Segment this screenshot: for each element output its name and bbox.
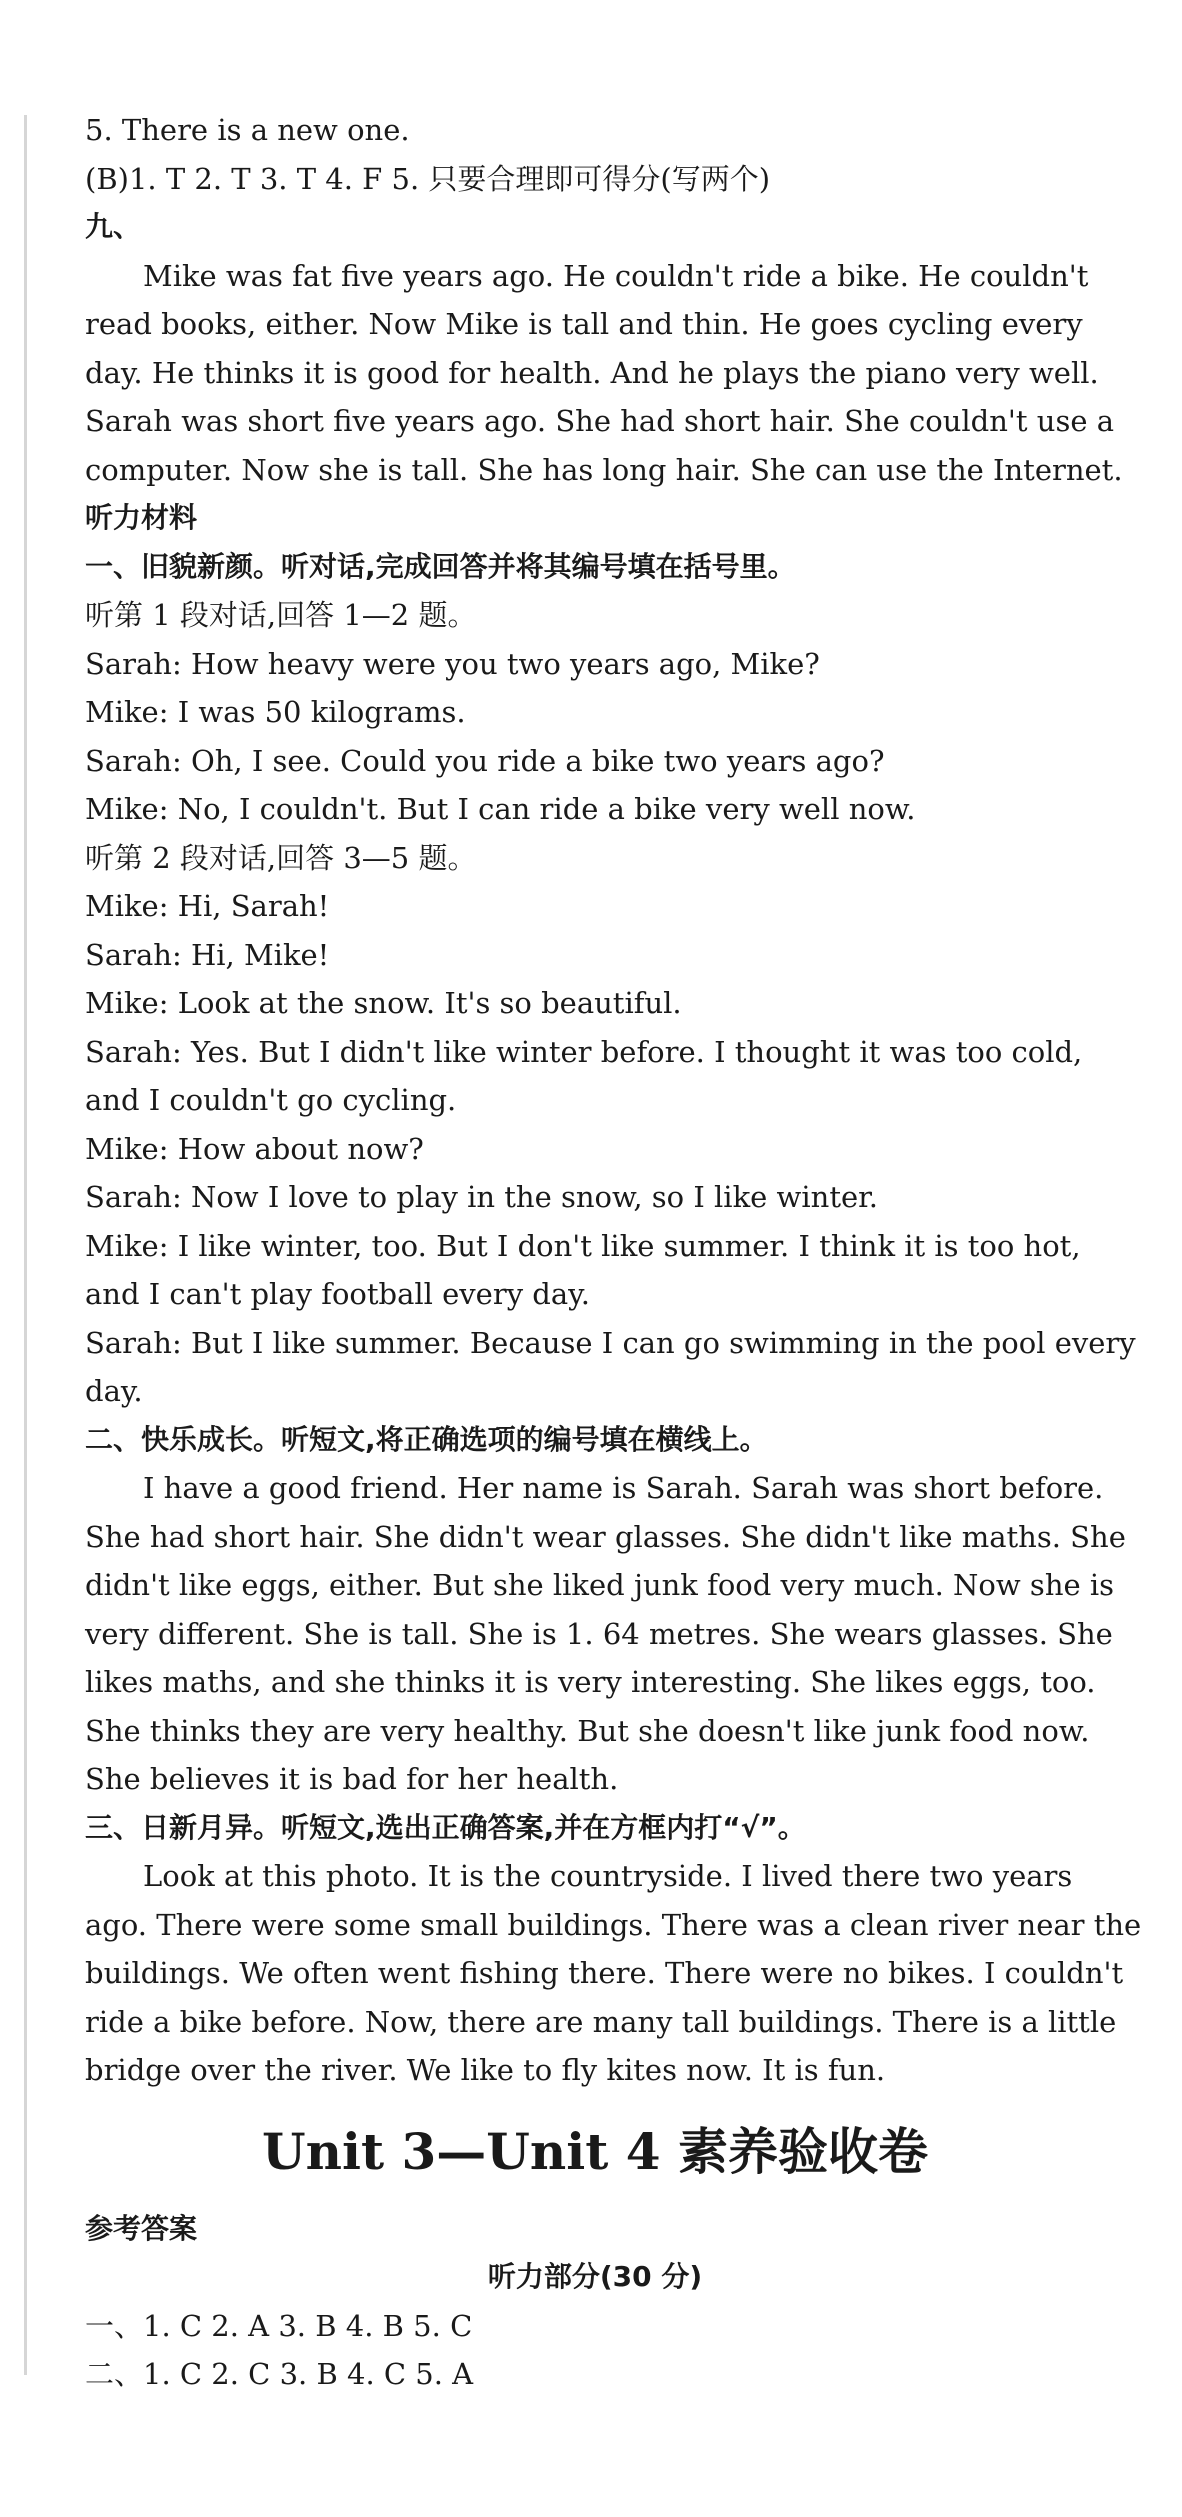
answer-line: 5. There is a new one. <box>85 113 410 147</box>
paragraph-line: bridge over the river. We like to fly kites now. It is fun. <box>85 2053 886 2087</box>
paragraph-line: Look at this photo. It is the countryside. I lived there two years <box>143 1859 1073 1893</box>
dialog-line: Mike: Look at the snow. It's so beautiful. <box>85 986 682 1020</box>
paragraph-line: She had short hair. She didn't wear glasses. She didn't like maths. She <box>85 1519 1126 1554</box>
paragraph-line: ago. There were some small buildings. There was a clean river near the <box>85 1907 1142 1942</box>
paragraph-line: I have a good friend. Her name is Sarah. Sarah was short before. <box>143 1471 1104 1505</box>
dialog-line: Mike: No, I couldn't. But I can ride a bike very well now. <box>85 792 916 826</box>
paragraph-line: very different. She is tall. She is 1. 64 metres. She wears glasses. She <box>85 1616 1113 1651</box>
paragraph-line: ride a bike before. Now, there are many tall buildings. There is a little <box>85 2004 1117 2039</box>
section-heading: 九、 <box>85 210 142 243</box>
part-heading: 一、旧貌新颜。听对话,完成回答并将其编号填在括号里。 <box>85 549 796 583</box>
dialog-line: and I can't play football every day. <box>85 1277 590 1311</box>
paragraph-line: likes maths, and she thinks it is very interesting. She likes eggs, too. <box>85 1665 1096 1699</box>
section-heading: 听力材料 <box>85 501 198 534</box>
dialog-line: Mike: How about now? <box>85 1131 424 1166</box>
dialog-line: Mike: I like winter, too. But I don't like summer. I think it is too hot, <box>85 1228 1081 1263</box>
unit-title: Unit 3—Unit 4 素养验收卷 <box>262 2121 928 2181</box>
answer-row: 一、1. C 2. A 3. B 4. B 5. C <box>85 2308 473 2343</box>
dialog-line: Sarah: How heavy were you two years ago, Mike? <box>85 646 820 681</box>
paragraph-line: buildings. We often went fishing there. There were no bikes. I couldn't <box>85 1956 1124 1990</box>
paragraph-line: Mike was fat five years ago. He couldn't ride a bike. He couldn't <box>143 258 1089 293</box>
dialog-line: and I couldn't go cycling. <box>85 1083 457 1117</box>
dialog-line: Sarah: Oh, I see. Could you ride a bike two years ago? <box>85 743 885 778</box>
paragraph-line: didn't like eggs, either. But she liked junk food very much. Now she is <box>85 1568 1115 1602</box>
dialog-line: day. <box>85 1374 143 1408</box>
page-margin-line <box>24 115 27 2375</box>
dialog-line: Sarah: Now I love to play in the snow, so I like winter. <box>85 1180 879 1214</box>
paragraph-line: She believes it is bad for her health. <box>85 1762 619 1796</box>
answers-heading: 参考答案 <box>85 2211 198 2245</box>
answer-page <box>85 106 1142 2399</box>
dialog-line: Sarah: Yes. But I didn't like winter before. I thought it was too cold, <box>85 1034 1083 1069</box>
part-heading: 二、快乐成长。听短文,将正确选项的编号填在横线上。 <box>85 1422 768 1456</box>
dialog-line: Mike: Hi, Sarah! <box>85 889 330 923</box>
paragraph-line: read books, either. Now Mike is tall and thin. He goes cycling every <box>85 307 1083 341</box>
paragraph-line: computer. Now she is tall. She has long hair. She can use the Internet. <box>85 452 1123 487</box>
paragraph-line: She thinks they are very healthy. But she doesn't like junk food now. <box>85 1713 1090 1748</box>
dialog-intro: 听第 2 段对话,回答 3—5 题。 <box>85 840 477 875</box>
dialog-line: Sarah: Hi, Mike! <box>85 937 330 972</box>
dialog-line: Mike: I was 50 kilograms. <box>85 695 466 729</box>
dialog-intro: 听第 1 段对话,回答 1—2 题。 <box>85 598 477 632</box>
paragraph-line: Sarah was short five years ago. She had short hair. She couldn't use a <box>85 404 1114 438</box>
answer-line: (B)1. T 2. T 3. T 4. F 5. 只要合理即可得分(写两个) <box>85 161 771 196</box>
dialog-line: Sarah: But I like summer. Because I can go swimming in the pool every <box>85 1325 1136 1360</box>
paragraph-line: day. He thinks it is good for health. And he plays the piano very well. <box>85 355 1099 390</box>
listening-part-heading: 听力部分(30 分) <box>487 2260 703 2293</box>
part-heading: 三、日新月异。听短文,选出正确答案,并在方框内打“√”。 <box>85 1810 806 1844</box>
answer-row: 二、1. C 2. C 3. B 4. C 5. A <box>85 2357 474 2391</box>
